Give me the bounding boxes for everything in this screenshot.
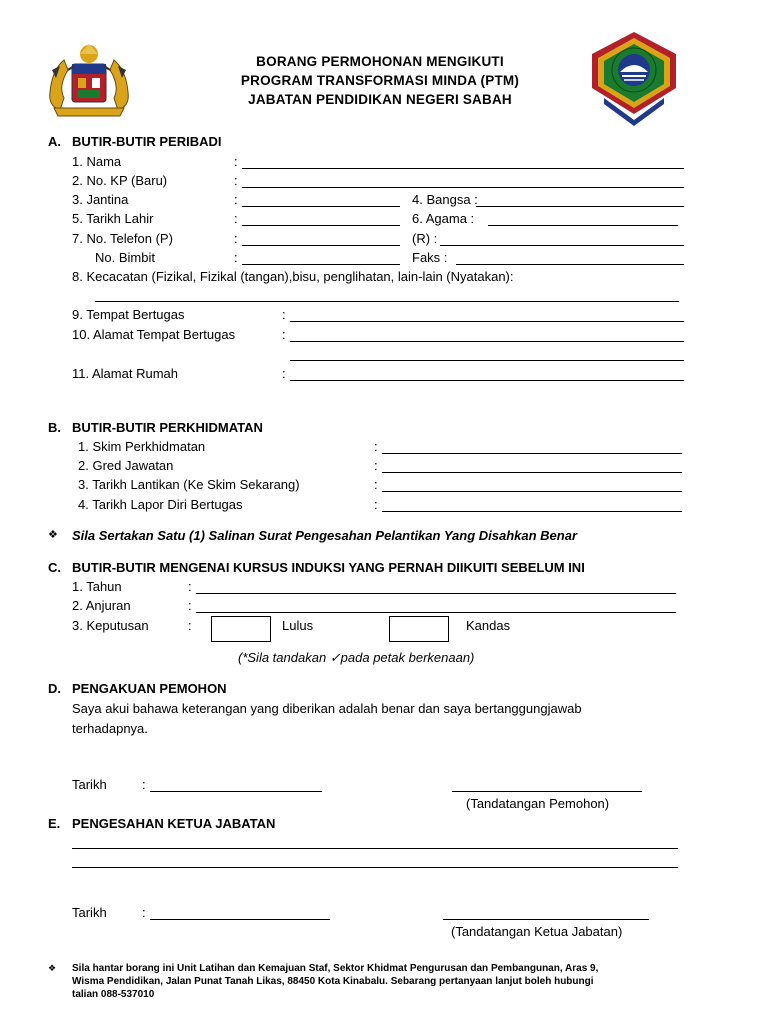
colon: : (374, 497, 378, 512)
bullet-icon: ❖ (48, 963, 57, 973)
colon: : (374, 458, 378, 473)
section-a-heading: BUTIR-BUTIR PERIBADI (72, 134, 222, 149)
tarikh-lahir-label: 5. Tarikh Lahir (72, 211, 154, 226)
colon: : (188, 579, 192, 594)
section-d-letter: D. (48, 681, 61, 696)
kecacatan-label: 8. Kecacatan (Fizikal, Fizikal (tangan),bisu, penglihatan, lain-lain (Nyatakan): (72, 269, 514, 284)
section-c-heading: BUTIR-BUTIR MENGENAI KURSUS INDUKSI YANG PERNAH DIIKUITI SEBELUM INI (72, 560, 585, 575)
skim-label: 1. Skim Perkhidmatan (78, 439, 206, 454)
kandas-label: Kandas (466, 618, 511, 633)
section-b-letter: B. (48, 420, 61, 435)
pengakuan-text-line-2: terhadapnya. (72, 721, 148, 736)
footer-line-3: talian 088-537010 (72, 989, 155, 1000)
colon: : (374, 439, 378, 454)
colon: : (234, 250, 238, 265)
kecacatan-field[interactable] (95, 301, 679, 302)
faks-field[interactable] (456, 264, 684, 265)
form-title-line-1: BORANG PERMOHONAN MENGIKUTI (256, 54, 504, 69)
colon: : (282, 366, 286, 381)
colon: : (188, 618, 192, 633)
lantikan-label: 3. Tarikh Lantikan (Ke Skim Sekarang) (78, 477, 300, 492)
colon: : (234, 211, 238, 226)
nama-field[interactable] (242, 168, 684, 169)
colon: : (234, 173, 238, 188)
alamat-tempat-field-2[interactable] (290, 360, 684, 361)
form-title-line-2: PROGRAM TRANSFORMASI MINDA (PTM) (240, 73, 520, 88)
colon: : (234, 192, 238, 207)
bangsa-label: 4. Bangsa : (412, 192, 478, 207)
anjuran-label: 2. Anjuran (72, 598, 131, 613)
tandatangan-pemohon-field[interactable] (452, 791, 642, 792)
lulus-checkbox[interactable] (211, 616, 271, 642)
tarikh-ketua-label: Tarikh (72, 905, 107, 920)
tarikh-ketua-field[interactable] (150, 919, 330, 920)
faks-label: Faks : (412, 250, 448, 265)
coat-of-arms-logo (34, 40, 144, 120)
skim-field[interactable] (382, 453, 682, 454)
tahun-label: 1. Tahun (72, 579, 122, 594)
anjuran-field[interactable] (196, 612, 676, 613)
section-e-letter: E. (48, 816, 61, 831)
bimbit-field[interactable] (242, 264, 400, 265)
gred-label: 2. Gred Jawatan (78, 458, 174, 473)
alamat-tempat-label: 10. Alamat Tempat Bertugas (72, 327, 236, 342)
colon: : (374, 477, 378, 492)
telefon-rumah-label: (R) : (412, 231, 438, 246)
tempat-bertugas-field[interactable] (290, 321, 684, 322)
pengesahan-field-1[interactable] (72, 848, 678, 849)
tandatangan-pemohon-label: (Tandatangan Pemohon) (466, 796, 610, 811)
tarikh-lahir-field[interactable] (242, 225, 400, 226)
tarikh-pemohon-label: Tarikh (72, 777, 107, 792)
kandas-checkbox[interactable] (389, 616, 449, 642)
colon: : (234, 231, 238, 246)
jantina-field[interactable] (242, 206, 400, 207)
telefon-label: 7. No. Telefon (P) (72, 231, 173, 246)
pengesahan-field-2[interactable] (72, 867, 678, 868)
section-e-heading: PENGESAHAN KETUA JABATAN (72, 816, 276, 831)
kp-label: 2. No. KP (Baru) (72, 173, 168, 188)
lapor-diri-label: 4. Tarikh Lapor Diri Bertugas (78, 497, 243, 512)
lulus-label: Lulus (282, 618, 314, 633)
keputusan-label: 3. Keputusan (72, 618, 149, 633)
salinan-note: Sila Sertakan Satu (1) Salinan Surat Pengesahan Pelantikan Yang Disahkan Benar (72, 528, 578, 543)
alamat-rumah-field[interactable] (290, 380, 684, 381)
footer-line-2: Wisma Pendidikan, Jalan Punat Tanah Likas, 88450 Kota Kinabalu. Sebarang pertanyaan lanjut boleh hubungi (72, 976, 594, 987)
bullet-icon: ❖ (48, 529, 58, 541)
telefon-rumah-field[interactable] (440, 245, 684, 246)
bimbit-label: No. Bimbit (95, 250, 155, 265)
colon: : (142, 777, 146, 792)
footer-line-1: Sila hantar borang ini Unit Latihan dan Kemajuan Staf, Sektor Khidmat Pengurusan dan Pembangunan, Aras 9, (72, 963, 599, 974)
colon: : (142, 905, 146, 920)
tandatangan-ketua-field[interactable] (443, 919, 649, 920)
telefon-field[interactable] (242, 245, 400, 246)
agama-label: 6. Agama : (412, 211, 475, 226)
bangsa-field[interactable] (476, 206, 684, 207)
jantina-label: 3. Jantina (72, 192, 129, 207)
tandakan-note: (*Sila tandakan ✓pada petak berkenaan) (238, 650, 475, 665)
colon: : (234, 154, 238, 169)
alamat-rumah-label: 11. Alamat Rumah (72, 366, 178, 381)
section-d-heading: PENGAKUAN PEMOHON (72, 681, 227, 696)
nama-label: 1. Nama (72, 154, 122, 169)
section-a-letter: A. (48, 134, 61, 149)
section-c-letter: C. (48, 560, 61, 575)
gred-field[interactable] (382, 472, 682, 473)
colon: : (282, 327, 286, 342)
form-title-line-3: JABATAN PENDIDIKAN NEGERI SABAH (248, 92, 512, 107)
agama-field[interactable] (488, 225, 678, 226)
pengakuan-text-line-1: Saya akui bahawa keterangan yang diberikan adalah benar dan saya bertanggungjawab (72, 701, 582, 716)
section-b-heading: BUTIR-BUTIR PERKHIDMATAN (72, 420, 263, 435)
alamat-tempat-field-1[interactable] (290, 341, 684, 342)
colon: : (188, 598, 192, 613)
tahun-field[interactable] (196, 593, 676, 594)
tarikh-pemohon-field[interactable] (150, 791, 322, 792)
tempat-bertugas-label: 9. Tempat Bertugas (72, 307, 185, 322)
tandatangan-ketua-label: (Tandatangan Ketua Jabatan) (451, 924, 623, 939)
colon: : (282, 307, 286, 322)
kp-field[interactable] (242, 187, 684, 188)
lantikan-field[interactable] (382, 491, 682, 492)
lapor-diri-field[interactable] (382, 511, 682, 512)
